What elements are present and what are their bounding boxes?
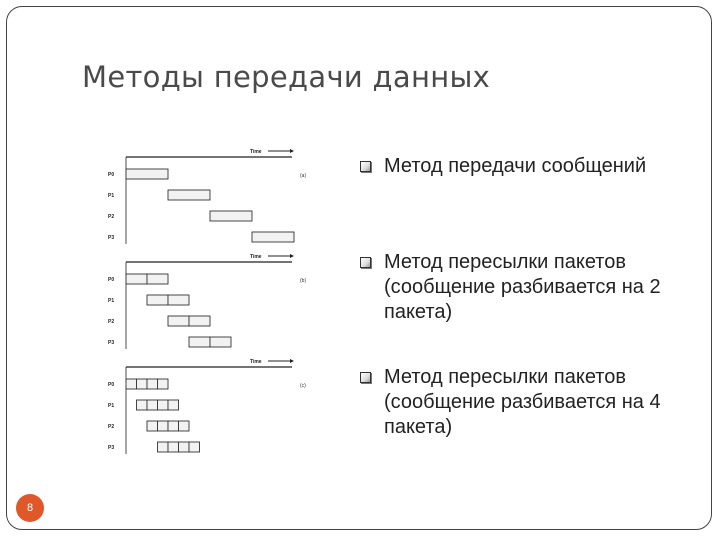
bullet-item-four-packets xyxy=(360,365,684,440)
process-label: P0 xyxy=(108,172,115,178)
packet-box xyxy=(179,442,190,452)
packet-box xyxy=(147,274,168,284)
time-axis-label: Time xyxy=(250,149,262,155)
packet-box xyxy=(158,400,169,410)
time-axis-label: Time xyxy=(250,359,262,365)
slide-title: Методы передачи данных xyxy=(82,60,491,94)
time-arrow-head xyxy=(290,254,294,258)
checkbox-bullet-icon xyxy=(360,161,371,172)
time-axis-label: Time xyxy=(250,254,262,260)
packet-box xyxy=(189,442,200,452)
process-label: P2 xyxy=(108,214,115,220)
packet-box xyxy=(189,316,210,326)
process-label: P3 xyxy=(108,340,115,346)
packet-box xyxy=(210,337,231,347)
process-label: P2 xyxy=(108,424,115,430)
packet-box xyxy=(147,295,168,305)
process-label: P3 xyxy=(108,235,115,241)
process-label: P0 xyxy=(108,382,115,388)
packet-box xyxy=(189,337,210,347)
packet-box xyxy=(168,400,179,410)
process-label: P1 xyxy=(108,298,115,304)
process-label: P0 xyxy=(108,277,115,283)
panel-label: (a) xyxy=(300,173,307,179)
bullet-text: Метод пересылки пакетов (сообщение разбивается на 4 пакета) xyxy=(384,366,661,438)
packet-box xyxy=(158,379,169,389)
packet-box xyxy=(147,379,158,389)
process-label: P2 xyxy=(108,319,115,325)
packet-box xyxy=(168,421,179,431)
packet-box xyxy=(158,442,169,452)
bullet-item-two-packets xyxy=(360,250,684,325)
checkbox-bullet-icon xyxy=(360,257,371,268)
packet-box xyxy=(168,442,179,452)
packet-box xyxy=(168,316,189,326)
panel-label: (c) xyxy=(300,383,306,389)
page-number-badge: 8 xyxy=(16,494,44,522)
packet-box xyxy=(179,421,190,431)
process-label: P1 xyxy=(108,403,115,409)
process-label: P1 xyxy=(108,193,115,199)
packet-box xyxy=(210,211,252,221)
packet-box xyxy=(252,232,294,242)
packet-box xyxy=(137,400,148,410)
packet-box xyxy=(126,379,137,389)
time-arrow-head xyxy=(290,149,294,153)
bullet-item-message-passing xyxy=(360,154,704,179)
packet-box xyxy=(126,274,147,284)
panel-label: (b) xyxy=(300,278,307,284)
packet-box xyxy=(147,400,158,410)
packet-box xyxy=(158,421,169,431)
packet-box xyxy=(168,190,210,200)
packet-box xyxy=(168,295,189,305)
packet-box xyxy=(147,421,158,431)
checkbox-bullet-icon xyxy=(360,372,371,383)
bullet-text: Метод передачи сообщений xyxy=(384,155,647,177)
process-label: P3 xyxy=(108,445,115,451)
packet-box xyxy=(137,379,148,389)
packet-box xyxy=(126,169,168,179)
time-arrow-head xyxy=(290,359,294,363)
bullet-text: Метод пересылки пакетов (сообщение разбивается на 2 пакета) xyxy=(384,251,661,323)
timing-diagram xyxy=(104,144,314,454)
